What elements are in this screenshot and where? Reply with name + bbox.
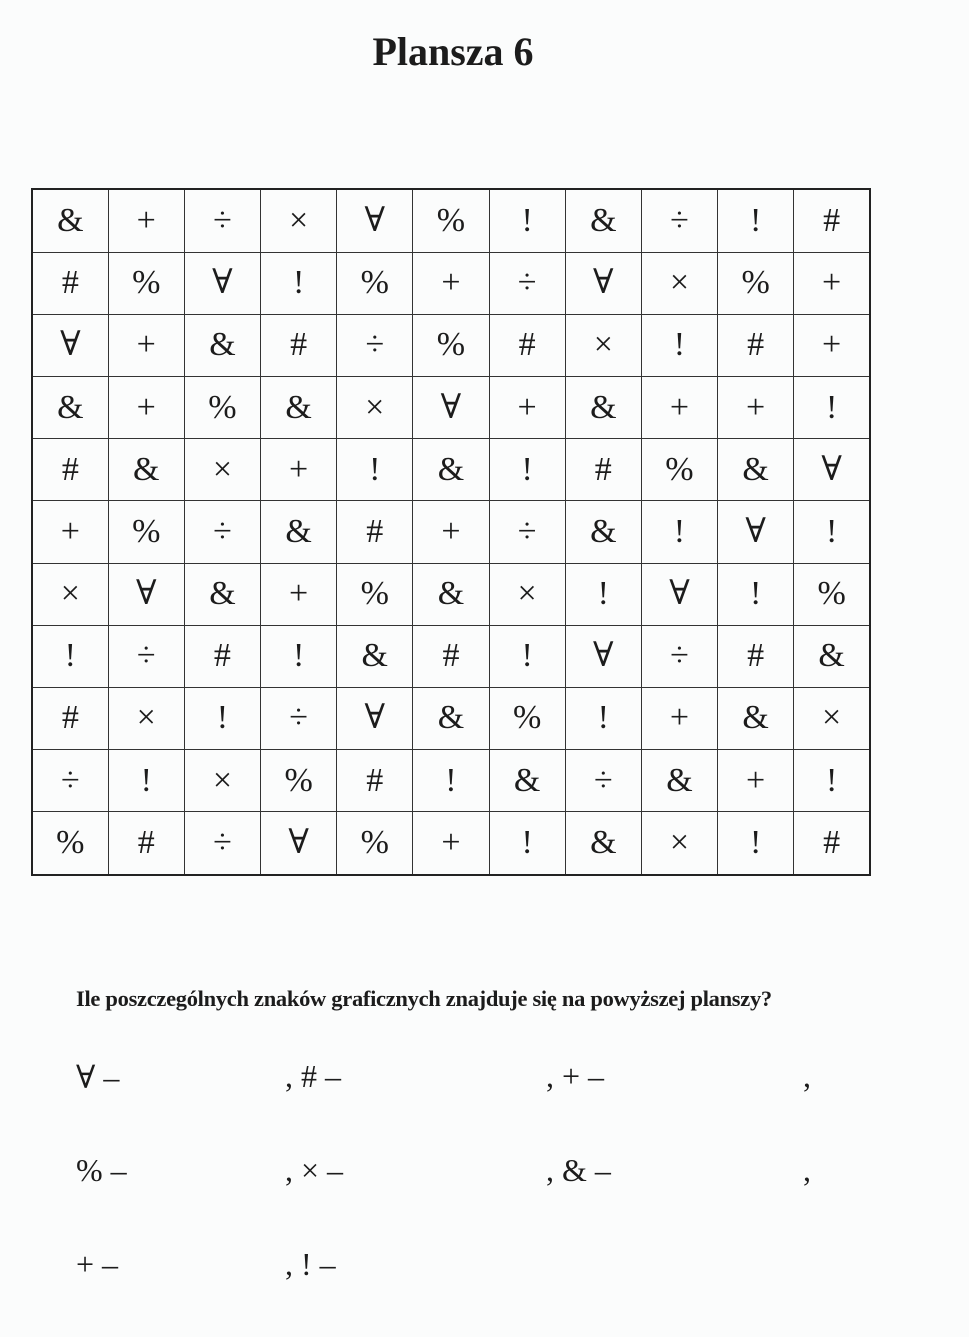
board-cell: ÷ bbox=[489, 252, 565, 314]
board-cell: & bbox=[413, 687, 489, 749]
board-cell: ∀ bbox=[565, 625, 641, 687]
board-cell: % bbox=[794, 563, 870, 625]
board-cell: # bbox=[261, 314, 337, 376]
answer-plus: , + – bbox=[546, 1058, 605, 1094]
board-cell: ! bbox=[794, 376, 870, 438]
board-cell: & bbox=[337, 625, 413, 687]
board-cell: + bbox=[641, 687, 717, 749]
board-cell: % bbox=[337, 812, 413, 875]
board-cell: % bbox=[641, 439, 717, 501]
answer-hash: , # – bbox=[285, 1058, 341, 1094]
board-cell: + bbox=[108, 189, 184, 252]
board-cell: & bbox=[413, 439, 489, 501]
board-cell: ! bbox=[718, 189, 794, 252]
board-row bbox=[32, 625, 870, 687]
board-cell: % bbox=[108, 252, 184, 314]
board-cell: ∀ bbox=[261, 812, 337, 875]
board-cell: ∀ bbox=[565, 252, 641, 314]
board-cell: ∀ bbox=[337, 189, 413, 252]
answer-times: , × – bbox=[285, 1152, 344, 1188]
board-cell: × bbox=[641, 252, 717, 314]
board-cell: & bbox=[565, 501, 641, 563]
board-cell: ! bbox=[489, 812, 565, 875]
board-cell: & bbox=[32, 376, 108, 438]
board-cell: ! bbox=[261, 252, 337, 314]
board-cell: # bbox=[337, 750, 413, 812]
board-cell: × bbox=[489, 563, 565, 625]
board-row bbox=[32, 252, 870, 314]
board-cell: ∀ bbox=[718, 501, 794, 563]
board-cell: # bbox=[718, 625, 794, 687]
board-row bbox=[32, 812, 870, 875]
board-cell: + bbox=[718, 750, 794, 812]
board-cell: # bbox=[32, 687, 108, 749]
question-text: Ile poszczególnych znaków graficznych znajduje się na powyższej planszy? bbox=[76, 986, 772, 1011]
board-cell: & bbox=[261, 501, 337, 563]
board-cell: & bbox=[565, 812, 641, 875]
board-cell: × bbox=[184, 750, 260, 812]
board-cell: + bbox=[108, 314, 184, 376]
board-cell: ! bbox=[32, 625, 108, 687]
board-cell: × bbox=[32, 563, 108, 625]
answer-separator: , bbox=[803, 1058, 811, 1094]
board-cell: # bbox=[32, 439, 108, 501]
board-cell: & bbox=[108, 439, 184, 501]
board-cell: ! bbox=[489, 625, 565, 687]
board-cell: ! bbox=[794, 501, 870, 563]
board-cell: # bbox=[184, 625, 260, 687]
board-cell: ! bbox=[261, 625, 337, 687]
board-cell: & bbox=[413, 563, 489, 625]
board-cell: # bbox=[32, 252, 108, 314]
board-cell: ÷ bbox=[489, 501, 565, 563]
answer-exclamation: , ! – bbox=[285, 1246, 336, 1282]
answer-forall: ∀ – bbox=[76, 1059, 120, 1095]
board-cell: + bbox=[718, 376, 794, 438]
board-cell: ! bbox=[489, 189, 565, 252]
symbol-board bbox=[31, 188, 871, 876]
board-cell: ! bbox=[108, 750, 184, 812]
board-cell: + bbox=[794, 314, 870, 376]
answer-ampersand: , & – bbox=[546, 1152, 611, 1188]
board-cell: % bbox=[718, 252, 794, 314]
board-row bbox=[32, 189, 870, 252]
board-cell: ! bbox=[337, 439, 413, 501]
board-cell: × bbox=[184, 439, 260, 501]
board-cell: ! bbox=[718, 563, 794, 625]
board-cell: + bbox=[413, 252, 489, 314]
board-cell: % bbox=[413, 189, 489, 252]
board-cell: % bbox=[108, 501, 184, 563]
board-cell: ! bbox=[565, 563, 641, 625]
board-cell: & bbox=[565, 376, 641, 438]
board-cell: # bbox=[413, 625, 489, 687]
board-cell: % bbox=[184, 376, 260, 438]
board-cell: # bbox=[337, 501, 413, 563]
board-cell: & bbox=[565, 189, 641, 252]
page-title: Plansza 6 bbox=[372, 29, 534, 74]
board-cell: # bbox=[794, 812, 870, 875]
board-cell: & bbox=[184, 314, 260, 376]
symbol-board-body bbox=[32, 189, 870, 875]
board-cell: × bbox=[565, 314, 641, 376]
board-cell: × bbox=[641, 812, 717, 875]
board-cell: # bbox=[489, 314, 565, 376]
board-row bbox=[32, 563, 870, 625]
board-cell: ∀ bbox=[413, 376, 489, 438]
board-cell: ÷ bbox=[32, 750, 108, 812]
board-cell: % bbox=[413, 314, 489, 376]
board-cell: & bbox=[489, 750, 565, 812]
board-cell: & bbox=[641, 750, 717, 812]
board-cell: ∀ bbox=[184, 252, 260, 314]
board-cell: # bbox=[718, 314, 794, 376]
board-cell: ÷ bbox=[108, 625, 184, 687]
board-cell: + bbox=[489, 376, 565, 438]
board-cell: ÷ bbox=[565, 750, 641, 812]
board-cell: ÷ bbox=[337, 314, 413, 376]
board-cell: ÷ bbox=[641, 189, 717, 252]
board-cell: ÷ bbox=[184, 812, 260, 875]
board-cell: + bbox=[794, 252, 870, 314]
board-cell: ∀ bbox=[108, 563, 184, 625]
board-cell: % bbox=[489, 687, 565, 749]
board-cell: ∀ bbox=[794, 439, 870, 501]
board-cell: ! bbox=[718, 812, 794, 875]
board-cell: + bbox=[32, 501, 108, 563]
board-cell: × bbox=[337, 376, 413, 438]
board-cell: & bbox=[32, 189, 108, 252]
answer-divide: + – bbox=[76, 1246, 119, 1282]
board-cell: + bbox=[261, 439, 337, 501]
board-cell: # bbox=[794, 189, 870, 252]
board-cell: ! bbox=[489, 439, 565, 501]
board-cell: % bbox=[32, 812, 108, 875]
board-cell: & bbox=[794, 625, 870, 687]
board-cell: ∀ bbox=[32, 314, 108, 376]
answer-percent: % – bbox=[76, 1152, 127, 1188]
board-cell: & bbox=[184, 563, 260, 625]
board-cell: ! bbox=[184, 687, 260, 749]
board-cell: ∀ bbox=[337, 687, 413, 749]
board-cell: & bbox=[261, 376, 337, 438]
board-cell: % bbox=[261, 750, 337, 812]
board-cell: × bbox=[108, 687, 184, 749]
answer-separator: , bbox=[803, 1152, 811, 1188]
board-cell: ÷ bbox=[184, 189, 260, 252]
board-row bbox=[32, 687, 870, 749]
board-cell: ! bbox=[413, 750, 489, 812]
board-cell: + bbox=[108, 376, 184, 438]
board-cell: & bbox=[718, 687, 794, 749]
board-row bbox=[32, 501, 870, 563]
board-cell: ÷ bbox=[641, 625, 717, 687]
board-cell: × bbox=[261, 189, 337, 252]
board-cell: ÷ bbox=[261, 687, 337, 749]
board-cell: ∀ bbox=[641, 563, 717, 625]
board-cell: + bbox=[261, 563, 337, 625]
board-cell: ! bbox=[641, 314, 717, 376]
board-cell: + bbox=[413, 501, 489, 563]
board-cell: ! bbox=[565, 687, 641, 749]
board-row bbox=[32, 439, 870, 501]
board-cell: & bbox=[718, 439, 794, 501]
board-cell: # bbox=[108, 812, 184, 875]
board-cell: ! bbox=[641, 501, 717, 563]
board-cell: + bbox=[413, 812, 489, 875]
board-row bbox=[32, 376, 870, 438]
board-cell: ÷ bbox=[184, 501, 260, 563]
board-cell: ! bbox=[794, 750, 870, 812]
board-cell: # bbox=[565, 439, 641, 501]
board-cell: % bbox=[337, 252, 413, 314]
board-row bbox=[32, 750, 870, 812]
board-cell: × bbox=[794, 687, 870, 749]
board-cell: % bbox=[337, 563, 413, 625]
board-cell: + bbox=[641, 376, 717, 438]
board-row bbox=[32, 314, 870, 376]
